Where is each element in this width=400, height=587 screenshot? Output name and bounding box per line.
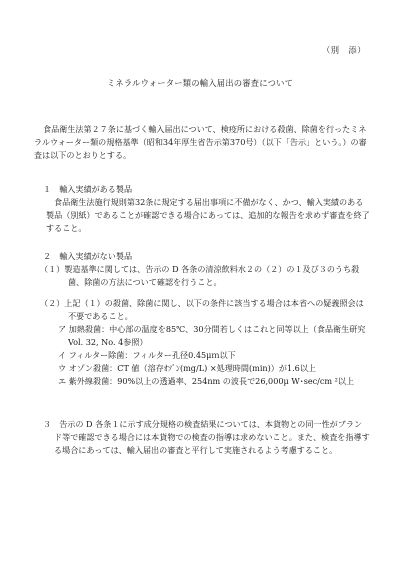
condition-text: フィルター除菌：フィルター孔径0.45μｍ以下: [68, 350, 236, 360]
intro-text: 食品衛生法第２７条に基づく輸入届出について、検疫所における殺菌、除菌を行ったミネラルウォーター類の規格基準（昭和34年厚生省告示第370号）（以下「告示」という。）の審査は以下のとおりとする。: [34, 124, 367, 160]
section-2-heading: ２ 輸入実績がない製品: [43, 251, 133, 261]
section-1: [34, 183, 370, 235]
condition-item-u: [34, 362, 370, 375]
condition-list: [34, 323, 370, 388]
condition-item-a: [34, 323, 370, 349]
section-3-text: ３ 告示の D 各条１に示す成分規格の検査結果については、本貨物との同一性がブランド等で確認できる場合には本貨物での検査の指導は求めないこと。また、検査を指導する場合にあっては、輸入届出の審査と平行して実施されるよう考慮すること。: [43, 419, 370, 455]
intro-paragraph: [34, 123, 370, 162]
condition-mark: ア: [58, 324, 67, 334]
condition-item-i: [34, 349, 370, 362]
condition-text: 紫外線殺菌：90%以上の透過率、254nm の波長で26,000μ W･sec/cm ²以上: [68, 376, 355, 386]
section-1-body: 食品衛生法施行規則第32条に規定する届出事項に不備がなく、かつ、輸入実績のある製品（別紙）であることが確認できる場合にあっては、追加的な報告を求めず審査を終了すること。: [46, 197, 370, 233]
condition-mark: ウ: [58, 363, 67, 373]
condition-mark: イ: [58, 350, 67, 360]
annex-label: （別 添）: [322, 45, 366, 55]
condition-mark: エ: [58, 376, 67, 386]
condition-item-e: [34, 375, 370, 388]
condition-text: 加熱殺菌：中心部の温度を85℃、30分間若しくはこれと同等以上（食品衛生研究 Vol. 32, No. 4参照）: [68, 324, 366, 347]
section-2-sub1: （１）製造基準に関しては、告示の D 各条の清涼飲料水２の（２）の１及び３のうち殺菌、除菌の方法について確認を行うこと。: [40, 264, 360, 287]
section-3: [34, 418, 370, 457]
section-2-sub2: （２）上記（１）の殺菌、除菌に関し、以下の条件に該当する場合は本省への疑義照会は不要であること。: [40, 298, 364, 321]
section-1-heading: １ 輸入実績がある製品: [43, 184, 133, 194]
section-2: [34, 250, 370, 289]
condition-text: オゾン殺菌：CT 値（溶存ｵｿﾞﾝ(mg/L) ×処理時間(min)）が1.6以上: [68, 363, 317, 373]
document-title: ミネラルウォーター類の輸入届出の審査について: [106, 78, 294, 88]
section-2-sub2-block: [34, 297, 370, 388]
